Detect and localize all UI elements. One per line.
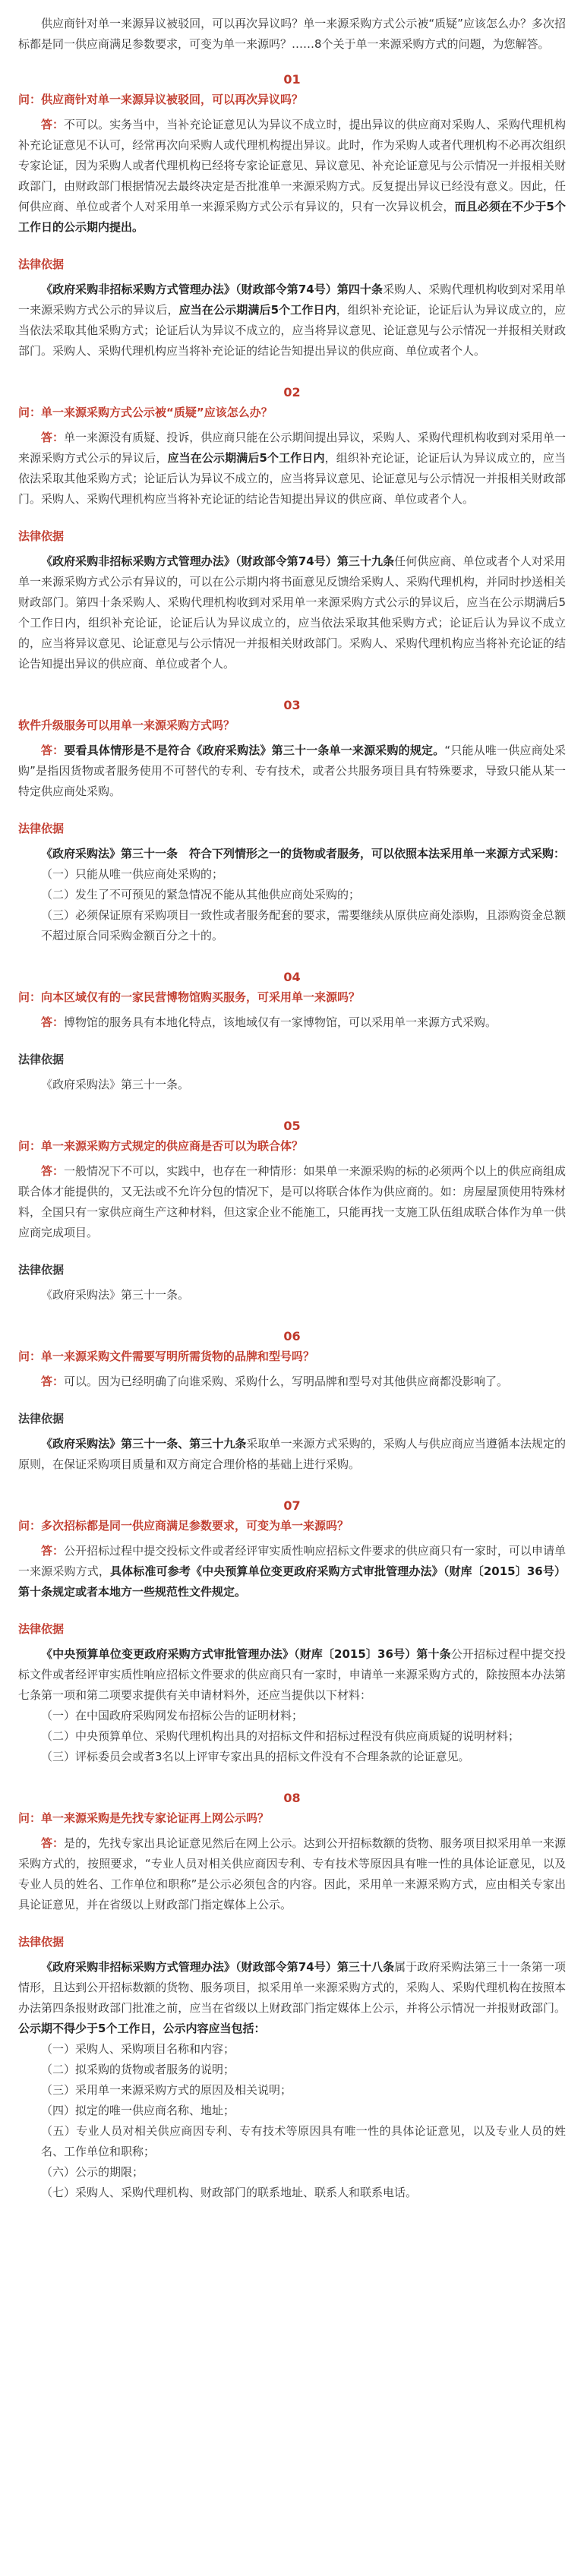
answer-label: 答： [41,1164,65,1178]
list-item: （三）必须保证原有采购项目一致性或者服务配套的要求，需要继续从原供应商处添购，且添购资金总额不超过原合同采购金额百分之十的。 [41,908,566,942]
qa-section-04 [18,969,566,1095]
answer-text: 是的，先找专家出具论证意见然后在网上公示。达到公开招标数额的货物、服务项目拟采用单一来源采购方式的，按照要求，“专业人员对相关供应商因专利、专有技术等原因具有唯一性的具体论证意见，以及专业人员的姓名、工作单位和职称”是公示必须包含的内容。因此，采用单一来源采购方式，应由相关专家出具论证意见，并在省级以上财政部门指定媒体上公示。 [18,1836,566,1911]
answer [18,428,566,510]
qa-section-03 [18,697,566,946]
qa-section-02 [18,384,566,674]
answer [18,740,566,802]
list-item: （三）评标委员会或者3名以上评审专家出具的招标文件没有不合理条款的论证意见。 [41,1750,470,1763]
question: 问：向本区域仅有的一家民营博物馆购买服务，可采用单一来源吗？ [18,990,361,1004]
answer-bold: 具体标准可参考《中央预算单位变更政府采购方式审批管理办法》（财库〔2015〕36号）第十条规定或者本地方一些规范性文件规定。 [18,1564,566,1599]
list-item: （二）拟采购的货物或者服务的说明； [41,2063,235,2076]
section-number: 04 [283,970,301,984]
law-heading: 法律依据 [18,1263,65,1277]
answer-label: 答： [41,743,65,757]
section-number: 01 [283,72,301,87]
law-text: 《政府采购法》第三十一条。 [41,1288,190,1302]
answer-text: 单一来源没有质疑、投诉，供应商只能在公示期间提出异议，采购人、采购代理机构收到对采用单一来源采购方式公示的异议后， [18,431,566,465]
question: 问：单一来源采购文件需要写明所需货物的品牌和型号吗？ [18,1350,315,1363]
list-item: （三）采用单一来源采购方式的原因及相关说明； [41,2083,292,2097]
law-text [18,279,566,361]
law-body: 任何供应商、单位或者个人对采用单一来源采购方式公示有异议的，可以在公示期内将书面意见反馈给采购人、采购代理机构，并同时抄送相关财政部门。第四十条采购人、采购代理机构收到对采用单一来源采购方式公示的异议后，应当在公示期满后5个工作日内，组织补充论证，论证后认为异议成立的，应当依法采取其他采购方式；论证后认为异议不成立的，应当将异议意见、论证意见与公示情况一并报相关财政部门。采购人、采购代理机构应当将补充论证的结论告知提出异议的供应商、单位或者个人。 [18,554,566,671]
answer-tail: ，组织补充论证，论证后认为异议成立的，应当依法采取其他采购方式；论证后认为异议不成立的，应当将异议意见、论证意见与公示情况一并报相关财政部门。采购人、采购代理机构应当将补充论证的结论告知提出异议的供应商、单位或者个人。 [18,451,566,506]
list-item: （二）中央预算单位、采购代理机构出具的对招标文件和招标过程没有供应商质疑的说明材料； [41,1729,520,1743]
section-number: 08 [283,1791,301,1805]
question: 问：单一来源采购方式公示被“质疑”应该怎么办？ [18,406,273,419]
answer-text: 公开招标过程中提交投标文件或者经评审实质性响应招标文件要求的供应商只有一家时，可以申请单一来源采购方式， [18,1544,566,1578]
answer-bold: 要看具体情形是不是符合《政府采购法》第三十一条单一来源采购的规定。 [64,743,445,757]
answer-text: 博物馆的服务具有本地化特点，该地域仅有一家博物馆，可以采用单一来源方式采购。 [64,1015,497,1029]
qa-section-08 [18,1790,566,2203]
answer-label: 答： [41,1375,65,1388]
list-item: （一）只能从唯一供应商处采购的； [41,867,224,881]
qa-section-05 [18,1118,566,1305]
list-item: （一）在中国政府采购网发布招标公告的证明材料； [41,1709,304,1722]
law-title: 《政府采购法》第三十一条 符合下列情形之一的货物或者服务，可以依照本法采用单一来源方式采购： [41,847,566,860]
answer [18,1372,566,1392]
list-item: （二）发生了不可预见的紧急情况不能从其他供应商处采购的； [41,888,361,901]
answer-text: 可以。因为已经明确了向谁采购、采购什么，写明品牌和型号对其他供应商都没影响了。 [64,1375,509,1388]
law-body: 属于政府采购法第三十一条第一项情形，且达到公开招标数额的货物、服务项目，拟采用单一来源采购方式的，采购人、采购代理机构在按照本办法第四条报财政部门批准之前，应当在省级以上财政部门指定媒体上公示，并将公示情况一并报财政部门。 [18,1960,566,2015]
question: 软件升级服务可以用单一来源采购方式吗？ [18,718,235,732]
answer-text: 一般情况下不可以，实践中，也存在一种情形：如果单一来源采购的标的必须两个以上的供应商组成联合体才能提供的，又无法或不允许分包的情况下，是可以将联合体作为供应商的。如：房屋屋顶使用特殊材料，全国只有一家供应商生产这种材料，但这家企业不能施工，只能再找一支施工队伍组成联合体作为单一供应商完成项目。 [18,1164,566,1239]
answer-bold: 应当在公示期满后5个工作日内 [167,451,325,465]
section-number: 03 [283,698,301,712]
law-bold: 公示期不得少于5个工作日，公示内容应当包括： [18,2022,266,2035]
answer-label: 答： [41,118,65,131]
law-heading: 法律依据 [18,1412,65,1425]
question: 问：多次招标都是同一供应商满足参数要求，可变为单一来源吗？ [18,1519,349,1533]
law-text [18,551,566,674]
answer-bold: 而且必须在不少于5个工作日的公示期内提出。 [18,200,566,234]
law-title: 《政府采购非招标采购方式管理办法》（财政部令第74号）第三十九条 [41,554,395,568]
answer [18,1161,566,1243]
law-title: 《中央预算单位变更政府采购方式审批管理办法》（财库〔2015〕36号）第十条 [41,1647,451,1661]
law-heading: 法律依据 [18,529,65,543]
law-heading: 法律依据 [18,1622,65,1636]
law-body-2: ，组织补充论证，论证后认为异议成立的，应当依法采取其他采购方式；论证后认为异议不成立的，应当将异议意见、论证意见与公示情况一并报相关财政部门。采购人、采购代理机构应当将补充论证的结论告知提出异议的供应商、单位或者个人。 [18,303,566,358]
law-text: 《政府采购法》第三十一条。 [41,1078,190,1091]
section-number: 02 [283,385,301,399]
answer-label: 答： [41,1015,65,1029]
law-title: 《政府采购法》第三十一条、第三十九条 [41,1437,247,1451]
list-item: （六）公示的期限； [41,2165,144,2179]
law-text [18,844,566,864]
qa-section-07 [18,1498,566,1767]
answer-label: 答： [41,1544,65,1558]
answer-label: 答： [41,1836,65,1850]
law-heading: 法律依据 [18,1935,65,1949]
law-body: 采购人、采购代理机构收到对采用单一来源采购方式公示的异议后， [18,283,566,317]
answer [18,1833,566,1915]
qa-section-01 [18,71,566,361]
law-heading: 法律依据 [18,257,65,271]
question: 问：单一来源采购方式规定的供应商是否可以为联合体？ [18,1139,304,1153]
section-number: 05 [283,1119,301,1133]
answer [18,1541,566,1602]
intro-paragraph: 供应商针对单一来源异议被驳回，可以再次异议吗？单一来源采购方式公示被“质疑”应该怎么办？多次招标都是同一供应商满足参数要求，可变为单一来源吗？……8个关于单一来源采购方式的问题，为您解答。 [18,17,566,51]
law-text [18,1957,566,2039]
list-item: （一）采购人、采购项目名称和内容； [41,2042,235,2056]
list-item: （四）拟定的唯一供应商名称、地址； [41,2104,235,2117]
question: 问：供应商针对单一来源异议被驳回，可以再次异议吗？ [18,93,304,106]
law-heading: 法律依据 [18,822,65,835]
question: 问：单一来源采购是先找专家论证再上网公示吗？ [18,1811,270,1825]
law-title: 《政府采购非招标采购方式管理办法》（财政部令第74号）第三十八条 [41,1960,395,1974]
section-number: 07 [283,1498,301,1513]
qa-section-06 [18,1328,566,1475]
answer [18,1012,566,1033]
law-title: 《政府采购非招标采购方式管理办法》（财政部令第74号）第四十条 [41,283,384,296]
answer-label: 答： [41,431,65,444]
law-body: 采取单一来源方式采购的，采购人与供应商应当遵循本法规定的原则，在保证采购项目质量和双方商定合理价格的基础上进行采购。 [18,1437,566,1471]
law-heading: 法律依据 [18,1053,65,1066]
section-number: 06 [283,1329,301,1343]
list-item: （五）专业人员对相关供应商因专利、专有技术等原因具有唯一性的具体论证意见，以及专业人员的姓名、工作单位和职称； [41,2124,566,2158]
answer [18,115,566,238]
answer-text: “只能从唯一供应商处采购”是指因货物或者服务使用不可替代的专利、专有技术，或者公共服务项目具有特殊要求，导致只能从某一特定供应商处采购。 [18,743,566,798]
law-body: 公开招标过程中提交投标文件或者经评审实质性响应招标文件要求的供应商只有一家时，申请单一来源采购方式的，除按照本办法第七条第一项和第二项要求提供有关申请材料外，还应当提供以下材料： [18,1647,566,1702]
law-text [18,1434,566,1475]
law-bold: 应当在公示期满后5个工作日内 [178,303,336,317]
list-item: （七）采购人、采购代理机构、财政部门的联系地址、联系人和联系电话。 [41,2186,418,2199]
answer-text: 不可以。实务当中，当补充论证意见认为异议不成立时，提出异议的供应商对采购人、采购代理机构补充论证意见不认可，经常再次向采购人或代理机构提出异议。此时，作为采购人或者代理机构不必再次组织专家论证，因为采购人或者代理机构已经将专家论证意见、异议意见、补充论证意见与公示情况一并报相关财政部门，由财政部门根据情况去最终决定是否批准单一来源采购方式。反复提出异议已经没有意义。因此，任何供应商、单位或者个人对采用单一来源采购方式公示有异议的，只有一次异议机会， [18,118,566,213]
law-text [18,1644,566,1706]
